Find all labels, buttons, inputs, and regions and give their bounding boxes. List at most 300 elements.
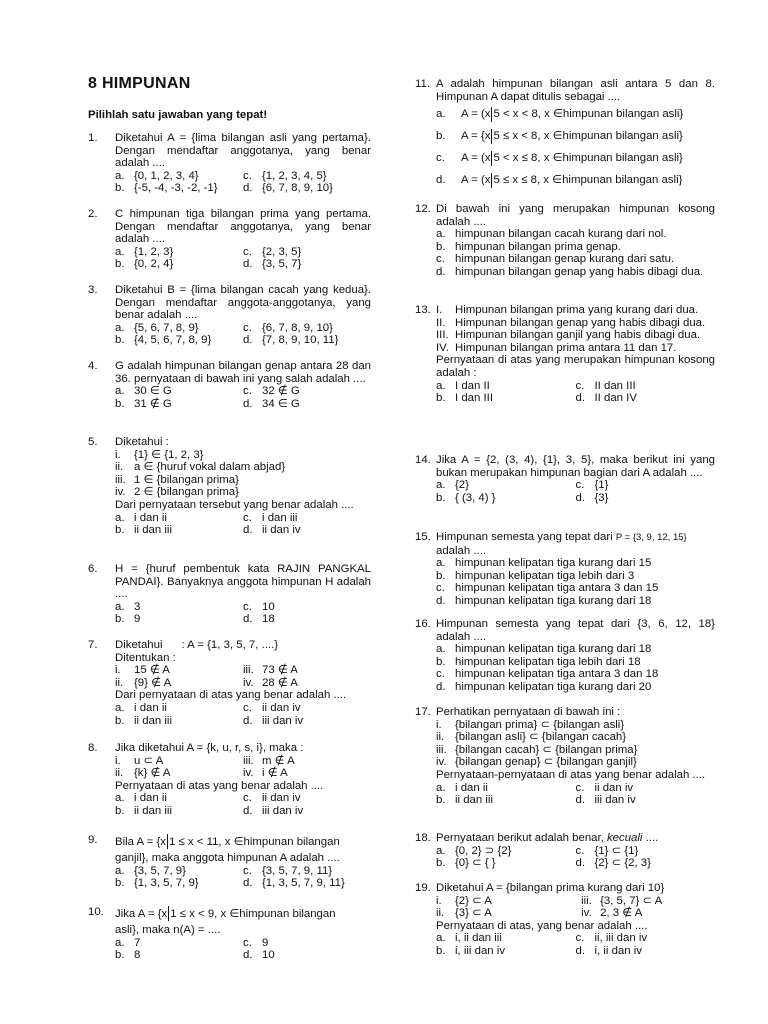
option-label: d. — [575, 857, 585, 870]
option-label: d. — [575, 944, 585, 957]
option-text: {0, 2} ⊃ {2} — [455, 844, 512, 857]
instruction: Pilihlah satu jawaban yang tepat! — [88, 109, 268, 121]
statement-i — [115, 755, 243, 768]
statement-ii — [115, 461, 371, 474]
statement-ii — [436, 731, 715, 744]
option-d[interactable] — [243, 182, 371, 195]
question-4 — [88, 360, 371, 410]
option-text: i, iii dan iv — [455, 944, 506, 957]
option-a[interactable] — [436, 557, 715, 570]
option-b[interactable] — [436, 945, 576, 958]
option-label: d. — [243, 804, 253, 817]
option-d[interactable] — [243, 258, 371, 271]
option-text: {0} ⊂ { } — [455, 857, 496, 870]
option-b[interactable] — [436, 794, 576, 807]
option-c[interactable] — [243, 937, 371, 950]
option-text: I dan III — [455, 392, 493, 405]
option-text: ii dan iii — [134, 804, 172, 817]
option-label: c. — [436, 668, 445, 681]
option-label: a. — [436, 932, 446, 945]
question-prompt: Pernyataan-pernyataan di atas yang benar adalah .... — [436, 768, 706, 781]
set-notation: P = {3, 9, 12, 15} — [615, 532, 687, 543]
statement-label: i. — [436, 718, 442, 731]
page-title: 8 HIMPUNAN — [88, 75, 191, 92]
option-text: 34 ∈ G — [262, 397, 300, 410]
option-label: a. — [436, 479, 446, 492]
stem-part: .... — [642, 832, 659, 844]
set-builder-bar — [167, 834, 168, 849]
option-a[interactable] — [115, 322, 243, 335]
stem-part: 1 ≤ x < 11, x ∈himpunan bilangan — [168, 836, 340, 848]
option-label: a. — [436, 557, 446, 570]
option-d[interactable] — [243, 334, 371, 347]
option-label: b. — [436, 392, 446, 405]
statement-label: ii. — [115, 676, 124, 689]
option-label: d. — [575, 794, 585, 807]
option-a[interactable] — [436, 643, 715, 656]
option-label: b. — [436, 240, 446, 253]
statement-label: iv. — [581, 907, 592, 920]
option-text: {1, 3, 5, 7, 9} — [134, 877, 199, 890]
option-text: himpunan kelipatan tiga kurang dari 18 — [455, 594, 652, 607]
option-text: 10 — [262, 949, 275, 962]
set-builder-bar — [491, 151, 492, 166]
option-label: c. — [436, 151, 445, 164]
statement-iv — [436, 756, 715, 769]
option-label: a. — [115, 321, 125, 334]
option-d[interactable] — [243, 524, 371, 537]
option-a[interactable] — [115, 512, 243, 525]
statement-text: {3, 5, 7} ⊂ A — [600, 894, 663, 907]
statement-label: ii. — [115, 767, 124, 780]
option-label: d. — [243, 613, 253, 626]
option-label: d. — [436, 173, 446, 186]
option-label: a. — [436, 844, 446, 857]
option-label: a. — [115, 864, 125, 877]
option-b[interactable] — [115, 877, 243, 890]
option-c[interactable] — [243, 246, 371, 259]
option-text: II dan IV — [594, 392, 637, 405]
option-b[interactable] — [115, 334, 243, 347]
option-d[interactable] — [243, 715, 371, 728]
option-text: {6, 7, 8, 9, 10} — [262, 321, 333, 334]
option-label: a. — [115, 169, 125, 182]
statement-label: II. — [436, 316, 446, 329]
option-a[interactable] — [115, 937, 243, 950]
question-16 — [415, 618, 715, 694]
question-12 — [415, 203, 715, 279]
option-text: A = (x — [461, 107, 491, 120]
option-text: himpunan kelipatan tiga kurang dari 20 — [455, 680, 652, 693]
question-number: 12. — [415, 203, 431, 215]
option-text: ii, iii dan iv — [594, 932, 648, 945]
option-text: {3, 5, 7} — [262, 258, 302, 271]
question-6 — [88, 563, 371, 626]
option-a[interactable] — [436, 103, 715, 125]
question-prompt: Dari pernyataan tersebut yang benar adalah .... — [115, 498, 354, 511]
option-label: a. — [436, 643, 446, 656]
option-label: b. — [115, 334, 125, 347]
option-text: ii dan iii — [134, 714, 172, 727]
question-7 — [88, 639, 371, 727]
option-label: b. — [436, 794, 446, 807]
option-a[interactable] — [436, 228, 715, 241]
option-text: iii dan iv — [262, 804, 304, 817]
statement-I — [436, 304, 715, 317]
option-text: II dan III — [594, 379, 636, 392]
option-a[interactable] — [436, 782, 576, 795]
option-text: {1} — [594, 479, 609, 492]
stem-emphasis: kecuali — [606, 832, 643, 844]
option-b[interactable] — [436, 125, 715, 147]
question-stem-continued: asli}, maka n(A) = .... — [115, 924, 221, 936]
option-b[interactable] — [115, 524, 243, 537]
option-b[interactable] — [115, 715, 243, 728]
option-text: i dan ii — [455, 781, 488, 794]
option-label: a. — [115, 701, 125, 714]
option-label: b. — [436, 944, 446, 957]
option-text: 7 — [134, 936, 141, 949]
statement-IV — [436, 342, 715, 355]
option-text: 31 ∉ G — [134, 397, 172, 410]
option-text: {-5, -4, -3, -2, -1} — [134, 182, 218, 195]
option-b[interactable] — [115, 398, 243, 411]
statement-label: i. — [115, 664, 121, 677]
statement-text: {3} ⊂ A — [455, 907, 492, 920]
option-label: b. — [436, 655, 446, 668]
option-c[interactable] — [243, 601, 371, 614]
question-number: 17. — [415, 706, 431, 718]
statement-text: {k} ∉ A — [134, 767, 171, 780]
option-c[interactable] — [243, 792, 371, 805]
option-a[interactable] — [436, 479, 576, 492]
option-d[interactable] — [243, 949, 371, 962]
question-number: 1. — [88, 132, 98, 144]
statement-label: iv. — [243, 676, 254, 689]
set-builder-bar — [491, 173, 492, 188]
option-label: b. — [115, 182, 125, 195]
option-text: A = {x — [461, 129, 491, 142]
option-a[interactable] — [115, 385, 243, 398]
option-text: 32 ∉ G — [262, 385, 300, 398]
statement-II — [436, 317, 715, 330]
statement-label: I. — [436, 304, 443, 316]
option-b[interactable] — [115, 805, 243, 818]
statement-label: ii. — [436, 907, 445, 920]
option-label: c. — [575, 932, 585, 945]
question-stem: Diketahui : — [115, 436, 169, 448]
statement-iii — [581, 895, 715, 908]
statement-ii — [115, 677, 243, 690]
statement-label: ii. — [115, 461, 124, 474]
option-label: b. — [436, 857, 446, 870]
option-a[interactable] — [115, 702, 243, 715]
option-text: I dan II — [455, 379, 490, 392]
question-stem: Jika A = {2, (3, 4), {1}, 3, 5}, maka berikut ini yang bukan merupakan himpunan bagian dari A adalah .... — [436, 454, 715, 479]
option-text: ii dan iv — [262, 701, 301, 714]
option-d[interactable] — [576, 945, 716, 958]
option-label: c. — [243, 245, 252, 258]
statement-text: m ∉ A — [262, 754, 295, 767]
question-stem: H = {huruf pembentuk kata RAJIN PANGKAL PANDAI}. Banyaknya anggota himpunan H adalah .... — [115, 563, 371, 601]
option-text: {1, 2, 3} — [134, 245, 174, 258]
question-15 — [415, 531, 715, 608]
option-label: d. — [243, 949, 253, 962]
statement-iv — [243, 767, 371, 780]
question-number: 4. — [88, 360, 98, 372]
question-number: 18. — [415, 832, 431, 844]
question-number: 10. — [88, 906, 104, 918]
statement-label: III. — [436, 329, 449, 342]
option-text: himpunan kelipatan tiga kurang dari 15 — [455, 557, 652, 570]
question-5 — [88, 436, 371, 537]
option-label: c. — [575, 844, 585, 857]
option-d[interactable] — [436, 169, 715, 191]
option-text: {2, 3, 5} — [262, 245, 302, 258]
question-19 — [415, 882, 715, 958]
statement-i — [436, 895, 581, 908]
option-d[interactable] — [576, 857, 716, 870]
question-stem: Jika diketahui A = {k, u, r, s, i}, maka : — [115, 742, 304, 754]
statement-text: 1 ∈ {bilangan prima} — [134, 473, 239, 486]
option-c[interactable] — [243, 170, 371, 183]
question-stem — [436, 832, 715, 845]
option-text: {2} ⊂ {2, 3} — [594, 857, 651, 870]
option-label: c. — [575, 479, 585, 492]
option-label: c. — [243, 511, 252, 524]
option-text: 9 — [262, 936, 269, 949]
question-stem — [115, 834, 371, 850]
statement-iv — [115, 486, 371, 499]
option-text: {2} — [455, 479, 469, 492]
option-label: a. — [436, 379, 446, 392]
option-text: 9 — [134, 613, 141, 626]
option-b[interactable] — [115, 613, 243, 626]
option-text: 18 — [262, 613, 275, 626]
option-text: {7, 8, 9, 10, 11} — [262, 334, 339, 347]
option-a[interactable] — [115, 601, 243, 614]
option-d[interactable] — [576, 392, 716, 405]
option-text: 5 ≤ x ≤ 8, x ∈himpunan bilangan asli} — [493, 173, 683, 186]
option-c[interactable] — [576, 782, 716, 795]
option-text: A = (x — [461, 151, 491, 164]
statement-text: {bilangan prima} ⊂ {bilangan asli} — [455, 718, 625, 731]
option-c[interactable] — [436, 147, 715, 169]
option-label: a. — [115, 511, 125, 524]
statement-III — [436, 329, 715, 342]
statement-iv — [243, 677, 371, 690]
option-label: a. — [436, 228, 446, 241]
option-text: himpunan bilangan prima genap. — [455, 240, 621, 253]
question-8 — [88, 742, 371, 818]
option-text: {1, 2, 3, 4, 5} — [262, 169, 327, 182]
statement-text: a ∈ {huruf vokal dalam abjad} — [134, 461, 286, 474]
question-stem — [436, 531, 715, 545]
stem-part: Pernyataan berikut adalah benar, — [436, 832, 607, 844]
option-label: d. — [436, 265, 446, 278]
option-label: a. — [115, 600, 125, 613]
statement-label: iii. — [115, 473, 126, 486]
question-stem — [115, 906, 371, 922]
option-text: himpunan bilangan genap kurang dari satu. — [455, 253, 675, 266]
question-number: 9. — [88, 834, 98, 846]
statement-label: iii. — [243, 664, 254, 677]
question-prompt: Pernyataan di atas, yang benar adalah .... — [436, 919, 648, 932]
statement-label: iv. — [115, 486, 126, 499]
question-number: 16. — [415, 618, 431, 630]
statement-text: {1} ∈ {1, 2, 3} — [134, 448, 204, 461]
option-label: a. — [115, 385, 125, 398]
option-b[interactable] — [115, 182, 243, 195]
option-text: himpunan kelipatan tiga antara 3 dan 15 — [455, 582, 659, 595]
option-label: b. — [436, 569, 446, 582]
option-label: b. — [115, 524, 125, 537]
statement-text: 2, 3 ∉ A — [600, 907, 643, 920]
option-b[interactable] — [436, 492, 576, 505]
option-a[interactable] — [436, 932, 576, 945]
option-label: c. — [243, 321, 252, 334]
set-builder-bar — [491, 107, 492, 122]
question-stem: Himpunan semesta yang tepat dari {3, 6, 12, 18} adalah .... — [436, 618, 715, 643]
statement-i — [436, 719, 715, 732]
question-9 — [88, 834, 371, 890]
option-label: d. — [243, 182, 253, 195]
statement-text: {2} ⊂ A — [455, 894, 492, 907]
option-text: i dan ii — [134, 701, 167, 714]
option-text: himpunan kelipatan tiga lebih dari 3 — [455, 569, 635, 582]
option-d[interactable] — [243, 877, 371, 890]
question-number: 15. — [415, 531, 431, 543]
option-text: 5 < x < 8, x ∈himpunan bilangan asli} — [493, 107, 684, 120]
set-builder-bar — [491, 129, 492, 144]
option-text: himpunan kelipatan tiga antara 3 dan 18 — [455, 668, 659, 681]
statement-text: u ⊂ A — [134, 754, 164, 767]
option-c[interactable] — [243, 322, 371, 335]
question-number: 14. — [415, 454, 431, 466]
option-b[interactable] — [436, 241, 715, 254]
statement-label: iii. — [436, 743, 447, 756]
option-label: a. — [436, 781, 446, 794]
option-c[interactable] — [436, 668, 715, 681]
option-d[interactable] — [576, 794, 716, 807]
statement-label: i. — [115, 448, 121, 461]
question-number: 19. — [415, 882, 431, 894]
question-stem: A adalah himpunan bilangan asli antara 5 dan 8. Himpunan A dapat ditulis sebagai .... — [436, 78, 715, 103]
option-c[interactable] — [576, 479, 716, 492]
option-a[interactable] — [436, 845, 576, 858]
question-subheading: Ditentukan : — [115, 651, 176, 664]
option-d[interactable] — [243, 805, 371, 818]
statement-label: i. — [436, 894, 442, 907]
option-a[interactable] — [115, 170, 243, 183]
question-number: 6. — [88, 563, 98, 575]
option-c[interactable] — [243, 512, 371, 525]
statement-text: Himpunan bilangan ganjil yang habis dibagi dua. — [455, 329, 701, 342]
option-text: himpunan bilangan genap yang habis dibagi dua. — [455, 265, 704, 278]
question-stem: Diketahui A = {lima bilangan asli yang pertama}. Dengan mendaftar anggotanya, yang benar adalah .... — [115, 132, 371, 170]
option-c[interactable] — [576, 932, 716, 945]
stem-part: Bila A = {x — [115, 836, 166, 848]
option-d[interactable] — [243, 398, 371, 411]
option-text: 8 — [134, 949, 141, 962]
option-c[interactable] — [243, 865, 371, 878]
option-c[interactable] — [243, 702, 371, 715]
option-a[interactable] — [115, 246, 243, 259]
option-text: {3, 5, 7, 9, 11} — [262, 864, 333, 877]
option-c[interactable] — [576, 380, 716, 393]
option-d[interactable] — [436, 681, 715, 694]
option-c[interactable] — [576, 845, 716, 858]
option-text: iii dan iv — [594, 794, 636, 807]
statement-i — [115, 449, 371, 462]
statement-text: 73 ∉ A — [262, 664, 298, 677]
option-text: {4, 5, 6, 7, 8, 9} — [134, 334, 212, 347]
option-label: b. — [115, 714, 125, 727]
option-a[interactable] — [436, 380, 576, 393]
option-b[interactable] — [115, 949, 243, 962]
option-c[interactable] — [436, 253, 715, 266]
stem-part: 1 ≤ x < 9, x ∈himpunan bilangan — [170, 908, 336, 920]
question-stem-continued: adalah .... — [436, 544, 487, 557]
option-label: d. — [243, 524, 253, 537]
option-c[interactable] — [243, 385, 371, 398]
option-d[interactable] — [436, 266, 715, 279]
option-label: c. — [575, 781, 585, 794]
option-text: { (3, 4) } — [455, 491, 496, 504]
option-label: d. — [575, 491, 585, 504]
option-b[interactable] — [436, 857, 576, 870]
option-text: himpunan kelipatan tiga lebih dari 18 — [455, 655, 641, 668]
question-stem: G adalah himpunan bilangan genap antara 28 dan 36. pernyataan di bawah ini yang salah adalah .... — [115, 360, 371, 385]
option-c[interactable] — [436, 582, 715, 595]
option-text: ii dan iv — [262, 792, 301, 805]
option-text: ii dan iv — [594, 781, 634, 794]
option-b[interactable] — [436, 656, 715, 669]
option-text: 3 — [134, 600, 141, 613]
question-prompt: Pernyataan di atas yang benar adalah .... — [115, 779, 324, 792]
option-label: d. — [436, 594, 446, 607]
option-b[interactable] — [436, 392, 576, 405]
option-b[interactable] — [436, 570, 715, 583]
option-text: ii dan iii — [134, 524, 172, 537]
option-d[interactable] — [436, 595, 715, 608]
question-1 — [88, 132, 371, 195]
option-a[interactable] — [115, 865, 243, 878]
option-label: b. — [436, 491, 446, 504]
option-d[interactable] — [243, 613, 371, 626]
option-label: b. — [115, 877, 125, 890]
statement-label: i. — [115, 754, 121, 767]
question-number: 5. — [88, 436, 98, 448]
option-label: d. — [243, 714, 253, 727]
option-label: c. — [243, 701, 252, 714]
option-label: c. — [243, 864, 252, 877]
question-prompt: Pernyataan di atas yang merupakan himpunan kosong adalah : — [436, 354, 715, 379]
option-label: c. — [243, 385, 252, 398]
statement-iii — [436, 744, 715, 757]
option-b[interactable] — [115, 258, 243, 271]
option-a[interactable] — [115, 792, 243, 805]
option-d[interactable] — [576, 492, 716, 505]
statement-iii — [243, 664, 371, 677]
option-text: ii dan iv — [262, 524, 301, 537]
stem-part: Himpunan semesta yang tepat dari — [436, 531, 613, 543]
option-label: b. — [115, 613, 125, 626]
option-label: d. — [436, 680, 446, 693]
question-number: 11. — [415, 78, 430, 90]
option-label: d. — [575, 392, 585, 405]
option-text: i dan ii — [134, 792, 167, 805]
